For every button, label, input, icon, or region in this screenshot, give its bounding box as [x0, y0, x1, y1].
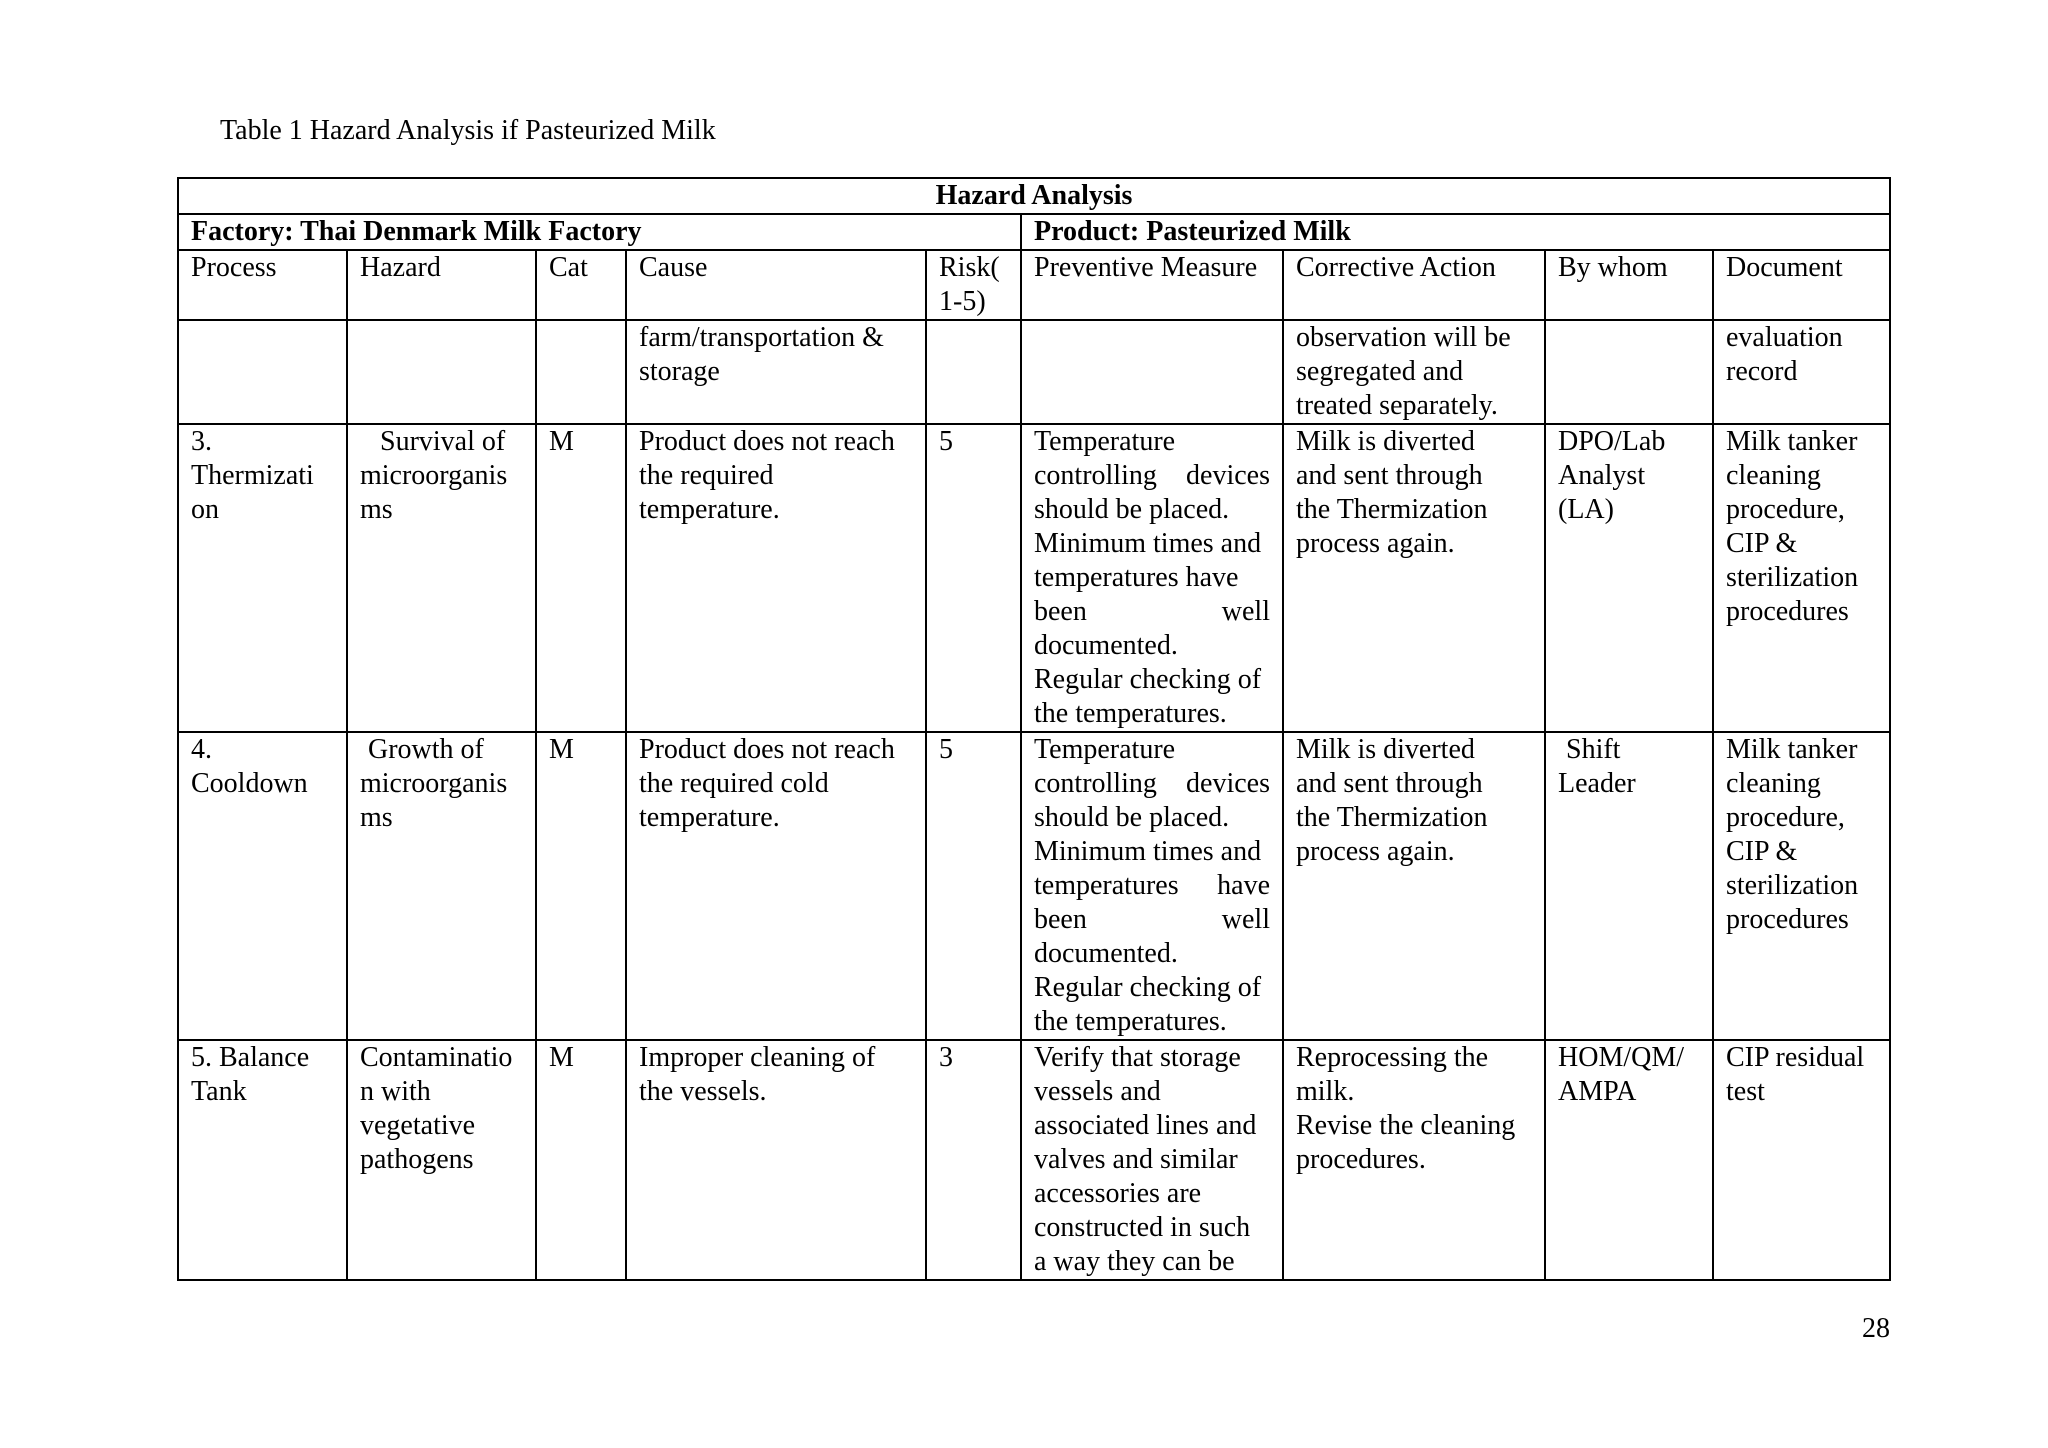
by-whom-line: Analyst — [1558, 460, 1646, 491]
preventive-line: should be placed. — [1034, 802, 1230, 833]
corrective-line: treated separately. — [1296, 390, 1498, 421]
preventive-cell — [1021, 424, 1283, 732]
process-cell — [178, 732, 347, 1040]
preventive-line: should be placed. — [1034, 494, 1230, 525]
preventive-line: associated lines and — [1034, 1110, 1257, 1141]
preventive-line: constructed in such — [1034, 1212, 1251, 1243]
by-whom-line: AMPA — [1558, 1076, 1637, 1107]
hazard-line: Growth of — [368, 734, 484, 765]
header-by-whom: By whom — [1545, 250, 1713, 320]
preventive-cell — [1021, 732, 1283, 1040]
hazard-analysis-table — [177, 177, 1891, 1281]
cause-line: farm/transportation & — [639, 322, 884, 353]
cat-cell: M — [536, 424, 626, 732]
preventive-line — [1034, 903, 1270, 937]
document-line: sterilization — [1726, 562, 1859, 593]
cause-cell — [626, 424, 926, 732]
preventive-word: controlling — [1034, 460, 1157, 491]
preventive-line — [1034, 595, 1270, 629]
risk-cell: 3 — [926, 1040, 1021, 1280]
preventive-line: vessels and — [1034, 1076, 1161, 1107]
document-cell — [1713, 732, 1890, 1040]
hazard-line: microorganis — [360, 460, 508, 491]
by-whom-cell — [1545, 320, 1713, 424]
document-line: cleaning — [1726, 768, 1821, 799]
cause-line: temperature. — [639, 802, 780, 833]
preventive-word: well — [1221, 596, 1270, 627]
document-cell — [1713, 1040, 1890, 1280]
product-label: Product: Pasteurized Milk — [1021, 214, 1890, 250]
corrective-cell — [1283, 1040, 1545, 1280]
process-line: 5. Balance — [191, 1042, 310, 1073]
risk-cell — [926, 320, 1021, 424]
document-line: procedure, — [1726, 494, 1845, 525]
corrective-cell — [1283, 320, 1545, 424]
by-whom-cell — [1545, 424, 1713, 732]
cause-line: Product does not reach — [639, 426, 895, 457]
preventive-word: been — [1034, 904, 1087, 935]
by-whom-line: Shift — [1566, 734, 1621, 765]
header-process: Process — [178, 250, 347, 320]
preventive-line: Minimum times and — [1034, 528, 1262, 559]
table-row — [178, 424, 1890, 732]
cat-cell — [536, 320, 626, 424]
preventive-line: a way they can be — [1034, 1246, 1235, 1277]
document-line: evaluation — [1726, 322, 1843, 353]
preventive-line: documented. — [1034, 938, 1178, 969]
hazard-cell — [347, 320, 536, 424]
preventive-word: well — [1221, 904, 1270, 935]
corrective-line: Reprocessing the — [1296, 1042, 1489, 1073]
table-title: Hazard Analysis — [178, 178, 1890, 214]
cause-line: storage — [639, 356, 720, 387]
corrective-cell — [1283, 732, 1545, 1040]
corrective-line: process again. — [1296, 836, 1455, 867]
process-line: Tank — [191, 1076, 247, 1107]
table-row — [178, 320, 1890, 424]
by-whom-line: (LA) — [1558, 494, 1614, 525]
preventive-word: temperatures have — [1034, 562, 1239, 593]
preventive-line: documented. — [1034, 630, 1178, 661]
header-cat: Cat — [536, 250, 626, 320]
preventive-line-justified — [1034, 561, 1270, 595]
preventive-line: the temperatures. — [1034, 1006, 1227, 1037]
preventive-line: valves and similar — [1034, 1144, 1238, 1175]
header-hazard: Hazard — [347, 250, 536, 320]
header-row — [178, 250, 1890, 320]
corrective-line: process again. — [1296, 528, 1455, 559]
corrective-line: procedures. — [1296, 1144, 1426, 1175]
corrective-line: observation will be — [1296, 322, 1511, 353]
hazard-line: ms — [360, 802, 393, 833]
preventive-word: controlling — [1034, 768, 1157, 799]
cause-line: the required — [639, 460, 774, 491]
hazard-cell — [347, 1040, 536, 1280]
document-line: record — [1726, 356, 1798, 387]
corrective-line: the Thermization — [1296, 494, 1488, 525]
cause-line: the vessels. — [639, 1076, 767, 1107]
cause-line: the required cold — [639, 768, 829, 799]
document-line: Milk tanker — [1726, 426, 1858, 457]
preventive-line: Minimum times and — [1034, 836, 1262, 867]
preventive-line — [1034, 869, 1270, 903]
hazard-line: microorganis — [360, 768, 508, 799]
factory-product-row — [178, 214, 1890, 250]
process-line: Cooldown — [191, 768, 308, 799]
process-cell — [178, 1040, 347, 1280]
document-line: CIP residual — [1726, 1042, 1865, 1073]
cat-cell: M — [536, 1040, 626, 1280]
document-line: procedure, — [1726, 802, 1845, 833]
header-corrective-action: Corrective Action — [1283, 250, 1545, 320]
preventive-line: Temperature — [1034, 426, 1176, 457]
preventive-line: Regular checking of — [1034, 972, 1262, 1003]
page-number: 28 — [1862, 1313, 1890, 1344]
process-line: Thermizati — [191, 460, 314, 491]
cat-cell: M — [536, 732, 626, 1040]
hazard-cell — [347, 732, 536, 1040]
corrective-line: Revise the cleaning — [1296, 1110, 1516, 1141]
risk-cell: 5 — [926, 424, 1021, 732]
by-whom-line: HOM/QM/ — [1558, 1042, 1685, 1073]
cause-cell — [626, 732, 926, 1040]
cause-cell — [626, 1040, 926, 1280]
document-line: procedures — [1726, 596, 1849, 627]
header-cause: Cause — [626, 250, 926, 320]
by-whom-cell — [1545, 732, 1713, 1040]
table-row — [178, 1040, 1890, 1280]
hazard-line: Survival of — [380, 426, 506, 457]
factory-label: Factory: Thai Denmark Milk Factory — [178, 214, 1021, 250]
preventive-line: Regular checking of — [1034, 664, 1262, 695]
document-cell — [1713, 320, 1890, 424]
by-whom-line: Leader — [1558, 768, 1636, 799]
preventive-line: Temperature — [1034, 734, 1176, 765]
preventive-word: have — [1217, 870, 1270, 901]
corrective-line: and sent through — [1296, 768, 1483, 799]
header-document: Document — [1713, 250, 1890, 320]
cause-line: temperature. — [639, 494, 780, 525]
table-title-row — [178, 178, 1890, 214]
preventive-line — [1034, 767, 1270, 801]
preventive-cell — [1021, 1040, 1283, 1280]
process-cell — [178, 320, 347, 424]
document-line: procedures — [1726, 904, 1849, 935]
header-preventive-measure: Preventive Measure — [1021, 250, 1283, 320]
header-risk-line: Risk( — [939, 252, 1000, 283]
cause-line: Improper cleaning of — [639, 1042, 876, 1073]
process-cell — [178, 424, 347, 732]
table-caption: Table 1 Hazard Analysis if Pasteurized Milk — [220, 115, 716, 146]
corrective-line: segregated and — [1296, 356, 1464, 387]
by-whom-cell — [1545, 1040, 1713, 1280]
hazard-line: pathogens — [360, 1144, 474, 1175]
cause-line: Product does not reach — [639, 734, 895, 765]
preventive-line: the temperatures. — [1034, 698, 1227, 729]
hazard-line: vegetative — [360, 1110, 476, 1141]
table-row — [178, 732, 1890, 1040]
cause-cell — [626, 320, 926, 424]
document-cell — [1713, 424, 1890, 732]
preventive-word: been — [1034, 596, 1087, 627]
preventive-word: devices — [1186, 460, 1270, 491]
hazard-line: ms — [360, 494, 393, 525]
document-line: CIP & — [1726, 528, 1798, 559]
preventive-word: devices — [1186, 768, 1270, 799]
document-line: Milk tanker — [1726, 734, 1858, 765]
hazard-line: n with — [360, 1076, 431, 1107]
corrective-line: Milk is diverted — [1296, 426, 1475, 457]
preventive-word: temperatures — [1034, 870, 1179, 901]
preventive-cell — [1021, 320, 1283, 424]
corrective-line: the Thermization — [1296, 802, 1488, 833]
process-line: on — [191, 494, 219, 525]
document-line: sterilization — [1726, 870, 1859, 901]
hazard-cell — [347, 424, 536, 732]
by-whom-line: DPO/Lab — [1558, 426, 1666, 457]
process-line: 3. — [191, 426, 212, 457]
document-line: CIP & — [1726, 836, 1798, 867]
corrective-cell — [1283, 424, 1545, 732]
document-line: test — [1726, 1076, 1765, 1107]
preventive-line: accessories are — [1034, 1178, 1202, 1209]
header-risk — [926, 250, 1021, 320]
preventive-line: Verify that storage — [1034, 1042, 1241, 1073]
corrective-line: Milk is diverted — [1296, 734, 1475, 765]
document-line: cleaning — [1726, 460, 1821, 491]
risk-cell: 5 — [926, 732, 1021, 1040]
preventive-line — [1034, 459, 1270, 493]
hazard-line: Contaminatio — [360, 1042, 513, 1073]
process-line: 4. — [191, 734, 212, 765]
corrective-line: and sent through — [1296, 460, 1483, 491]
corrective-line: milk. — [1296, 1076, 1355, 1107]
header-risk-line: 1-5) — [939, 286, 986, 317]
